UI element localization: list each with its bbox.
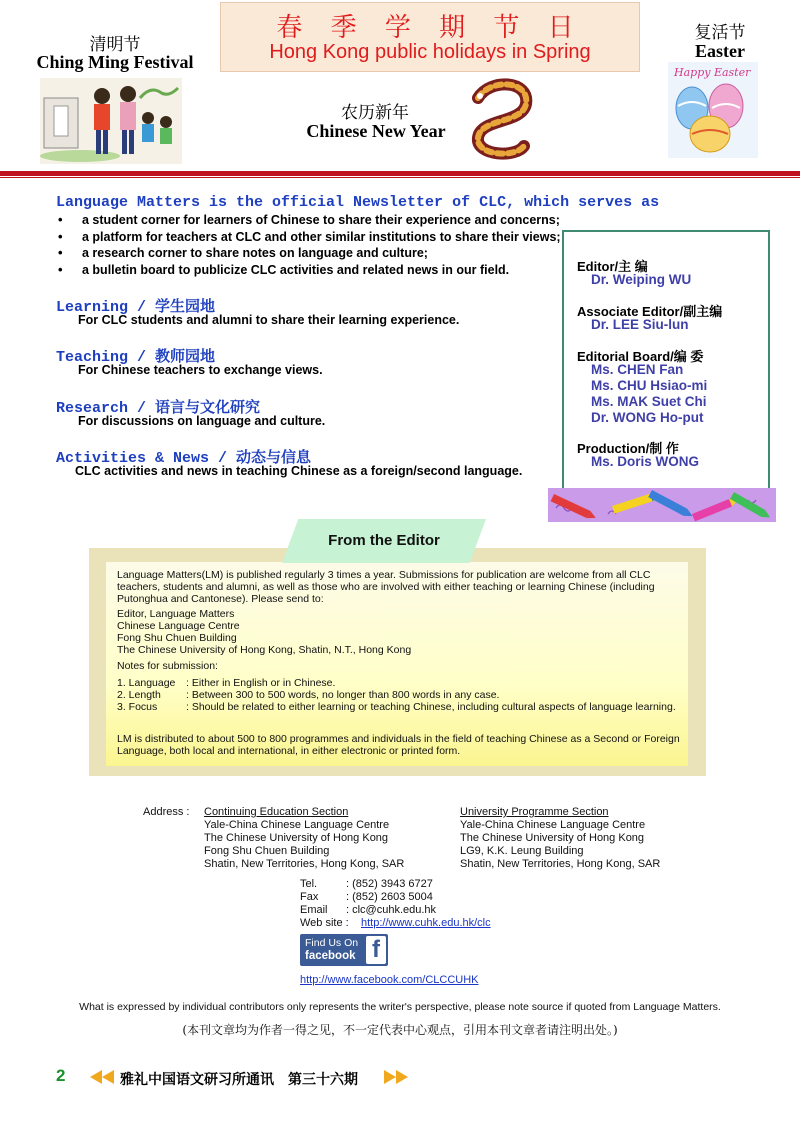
tel-label: Tel. [300, 878, 318, 890]
forward-arrows-icon [382, 1070, 410, 1084]
fax-label: Fax [300, 891, 319, 903]
facebook-badge[interactable] [300, 934, 388, 966]
crayons-decoration [548, 488, 776, 524]
list-item: • a student corner for learners of Chinese to share their experience and concerns; [56, 212, 576, 229]
address-line: Yale-China Chinese Language Centre [460, 819, 646, 831]
intro-heading: Language Matters is the official Newsletter of CLC, which serves as [56, 194, 660, 211]
board-member: Ms. CHU Hsiao-mi [591, 378, 708, 393]
address-line: Fong Shu Chuen Building [204, 845, 330, 857]
note-value: : Between 300 to 500 words, no longer than 800 words in any case. [186, 689, 500, 701]
intro-bullet-list [56, 212, 576, 278]
board-member: Ms. MAK Suet Chi [591, 394, 707, 409]
address-line: Yale-China Chinese Language Centre [204, 819, 390, 831]
university-programme-title: University Programme Section [460, 806, 609, 818]
easter-card-text: Happy Easter [674, 66, 751, 79]
section-activities-title: Activities & News / 动态与信息 [56, 450, 312, 467]
send-to-line: Fong Shu Chuen Building [117, 632, 237, 644]
address-line: The Chinese University of Hong Kong [460, 832, 645, 844]
snake-illustration [460, 76, 542, 162]
disclaimer-english: What is expressed by individual contributors only represents the writer's perspective, please note source if quoted from Language Matters. [79, 1001, 721, 1013]
list-item: • a research corner to share notes on language and culture; [56, 245, 576, 262]
assoc-editor-label: Associate Editor/副主编 [577, 304, 723, 319]
section-research-desc: For discussions on language and culture. [78, 414, 326, 428]
list-item: • a platform for teachers at CLC and other similar institutions to share their views; [56, 229, 576, 246]
header-rule [0, 171, 800, 176]
notes-label: Notes for submission: [117, 660, 218, 672]
ching-ming-cn: 清明节 [89, 35, 141, 55]
address-line: LG9, K.K. Leung Building [460, 845, 584, 857]
email-value[interactable]: : clc@cuhk.edu.hk [346, 904, 437, 916]
tel-value: : (852) 3943 6727 [346, 878, 433, 890]
website-label: Web site : [300, 917, 349, 929]
facebook-f-icon: f [366, 936, 386, 964]
ching-ming-illustration [40, 78, 182, 164]
fax-value: : (852) 2603 5004 [346, 891, 433, 903]
facebook-link[interactable]: http://www.facebook.com/CLCCUHK [300, 974, 479, 986]
from-editor-title: From the Editor [328, 532, 440, 549]
cny-en: Chinese New Year [306, 121, 446, 141]
footer-newsletter-title: 雅礼中国语文研习所通讯 第三十六期 [120, 1072, 358, 1088]
production-name: Ms. Doris WONG [591, 454, 700, 469]
address-label: Address : [143, 806, 190, 818]
disclaimer-chinese: (本刊文章均为作者一得之见，不一定代表中心观点，引用本刊文章者请注明出处。) [182, 1023, 618, 1037]
editor-label: Editor/主 编 [577, 259, 648, 274]
note-key: 1. Language [117, 677, 176, 689]
website-link[interactable]: http://www.cuhk.edu.hk/clc [361, 917, 491, 929]
production-label: Production/制 作 [577, 441, 679, 456]
editor-name: Dr. Weiping WU [591, 272, 692, 287]
send-to-line: Editor, Language Matters [117, 608, 235, 620]
assoc-editor-name: Dr. LEE Siu-lun [591, 317, 689, 332]
submission-paragraph: Language Matters(LM) is published regularly 3 times a year. Submissions for publication are welcome from all CLC teachers, students and alumni, as well as those who are involved with either teaching or learning Chinese (including Putonghua and Cantonese). Please send to: [117, 569, 655, 605]
cny-cn: 农历新年 [341, 103, 409, 123]
address-line: Shatin, New Territories, Hong Kong, SAR [204, 858, 405, 870]
note-key: 3. Focus [117, 701, 158, 713]
ching-ming-en: Ching Ming Festival [36, 52, 194, 72]
facebook-wordmark: facebook [305, 950, 356, 962]
address-line: The Chinese University of Hong Kong [204, 832, 389, 844]
section-learning-title: Learning / 学生园地 [56, 299, 216, 316]
note-value: : Should be related to either learning or teaching Chinese, including cultural aspects of language learning. [186, 701, 676, 713]
section-teaching-title: Teaching / 教师园地 [56, 349, 216, 366]
address-line: Shatin, New Territories, Hong Kong, SAR [460, 858, 661, 870]
continuing-education-title: Continuing Education Section [204, 806, 349, 818]
note-value: : Either in English or in Chinese. [186, 677, 336, 689]
title-english: Hong Kong public holidays in Spring [269, 41, 591, 63]
list-item: • a bulletin board to publicize CLC activities and related news in our field. [56, 262, 576, 279]
easter-cn: 复活节 [694, 23, 746, 43]
easter-eggs-illustration [668, 62, 758, 158]
section-research-title: Research / 语言与文化研究 [56, 400, 261, 417]
board-label: Editorial Board/编 委 [577, 349, 704, 364]
title-chinese: 春 季 学 期 节 日 [276, 13, 584, 43]
facebook-find-us: Find Us On [305, 937, 359, 949]
header-rule-thin [0, 177, 800, 178]
board-member: Dr. WONG Ho-put [591, 410, 704, 425]
note-key: 2. Length [117, 689, 161, 701]
send-to-line: The Chinese University of Hong Kong, Shatin, N.T., Hong Kong [117, 644, 412, 656]
email-label: Email [300, 904, 328, 916]
distribution-paragraph: LM is distributed to about 500 to 800 programmes and individuals in the field of teaching Chinese as a Second or Foreign Language, both local and international, in either electronic or printed form. [117, 733, 680, 757]
section-activities-desc: CLC activities and news in teaching Chinese as a foreign/second language. [75, 464, 523, 478]
easter-en: Easter [695, 41, 745, 61]
rewind-arrows-icon [88, 1070, 116, 1084]
title-banner [220, 2, 640, 72]
section-teaching-desc: For Chinese teachers to exchange views. [78, 363, 323, 377]
page-number: 2 [56, 1066, 66, 1085]
send-to-line: Chinese Language Centre [117, 620, 240, 632]
section-learning-desc: For CLC students and alumni to share their learning experience. [78, 313, 460, 327]
board-member: Ms. CHEN Fan [591, 362, 684, 377]
